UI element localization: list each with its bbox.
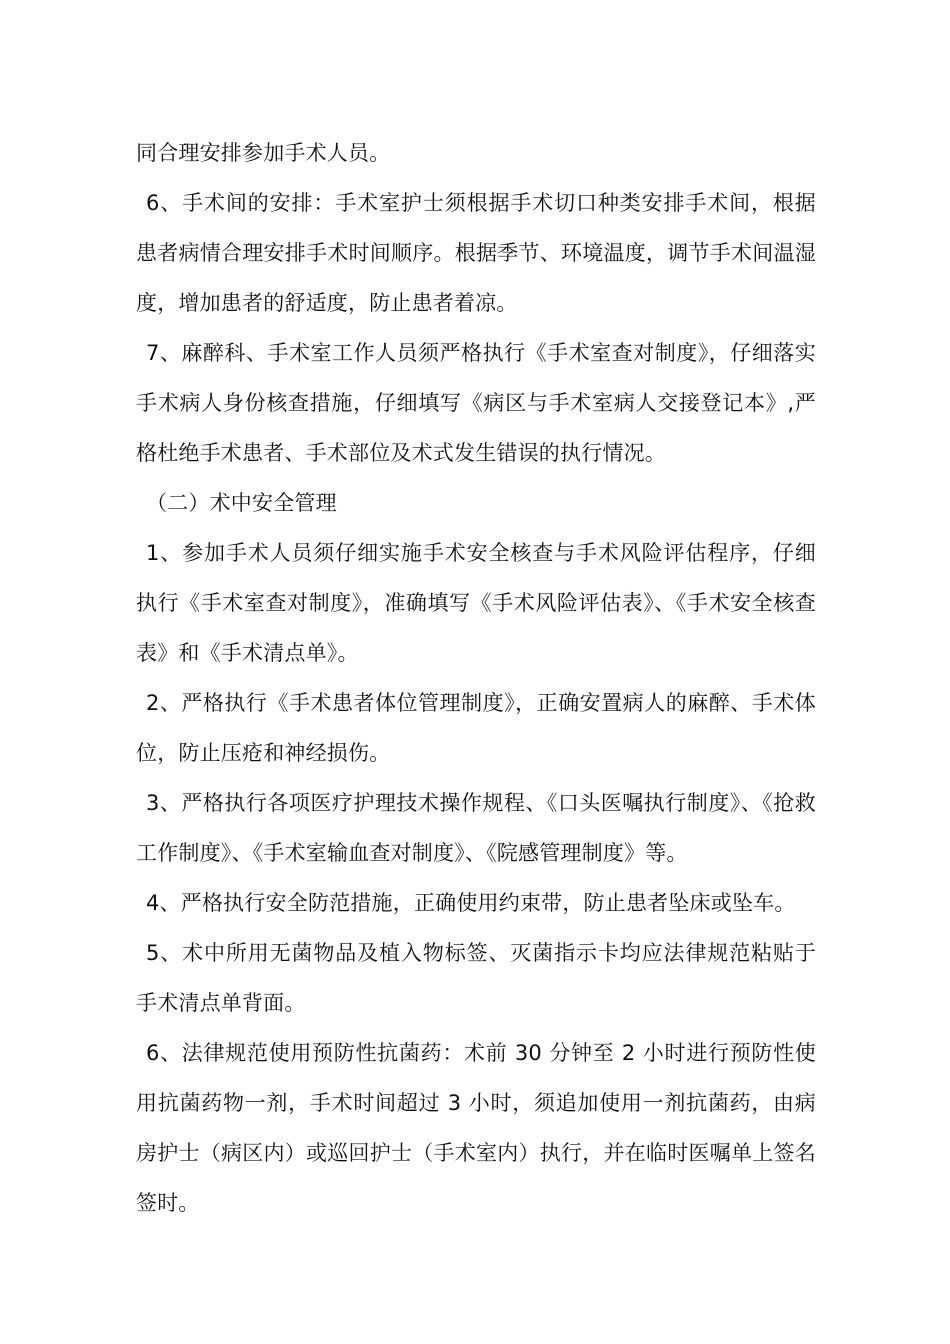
- paragraph-item-5-sterile-labels: 5、术中所用无菌物品及植入物标签、灭菌指示卡均应法律规范粘贴于手术清点单背面。: [136, 941, 816, 1015]
- paragraph-item-6-operating-room-arrangement: 6、手术间的安排：手术室护士须根据手术切口种类安排手术间，根据患者病情合理安排手术时间顺序。根据季节、环境温度，调节手术间温湿度，增加患者的舒适度，防止患者着凉。: [136, 191, 816, 315]
- paragraph-continuation: 同合理安排参加手术人员。: [136, 141, 391, 165]
- paragraph-item-1-safety-check: 1、参加手术人员须仔细实施手术安全核查与手术风险评估程序，仔细执行《手术室查对制度》，准确填写《手术风险评估表》、《手术安全核查表》和《手术清点单》。: [136, 541, 816, 665]
- paragraph-item-2-position-management: 2、严格执行《手术患者体位管理制度》，正确安置病人的麻醉、手术体位，防止压疮和神经损伤。: [136, 691, 816, 765]
- paragraph-item-7-verification-system: 7、麻醉科、手术室工作人员须严格执行《手术室查对制度》，仔细落实手术病人身份核查措施，仔细填写《病区与手术室病人交接登记本》,严格杜绝手术患者、手术部位及术式发生错误的执行情况。: [136, 341, 816, 465]
- paragraph-item-3-operating-procedures: 3、严格执行各项医疗护理技术操作规程、《口头医嘱执行制度》、《抢救工作制度》、《手术室输血查对制度》、《院感管理制度》等。: [136, 791, 816, 865]
- paragraph-item-4-safety-measures: 4、严格执行安全防范措施，正确使用约束带，防止患者坠床或坠车。: [146, 891, 796, 915]
- section-heading-intraoperative-safety: （二）术中安全管理: [146, 491, 337, 515]
- paragraph-item-6-prophylactic-antibiotics: 6、法律规范使用预防性抗菌药：术前 30 分钟至 2 小时进行预防性使用抗菌药物一剂，手术时间超过 3 小时，须追加使用一剂抗菌药，由病房护士（病区内）或巡回护士（手术室内）执行，并在临时医嘱单上签名签时。: [136, 1041, 816, 1215]
- document-body: [136, 128, 816, 1228]
